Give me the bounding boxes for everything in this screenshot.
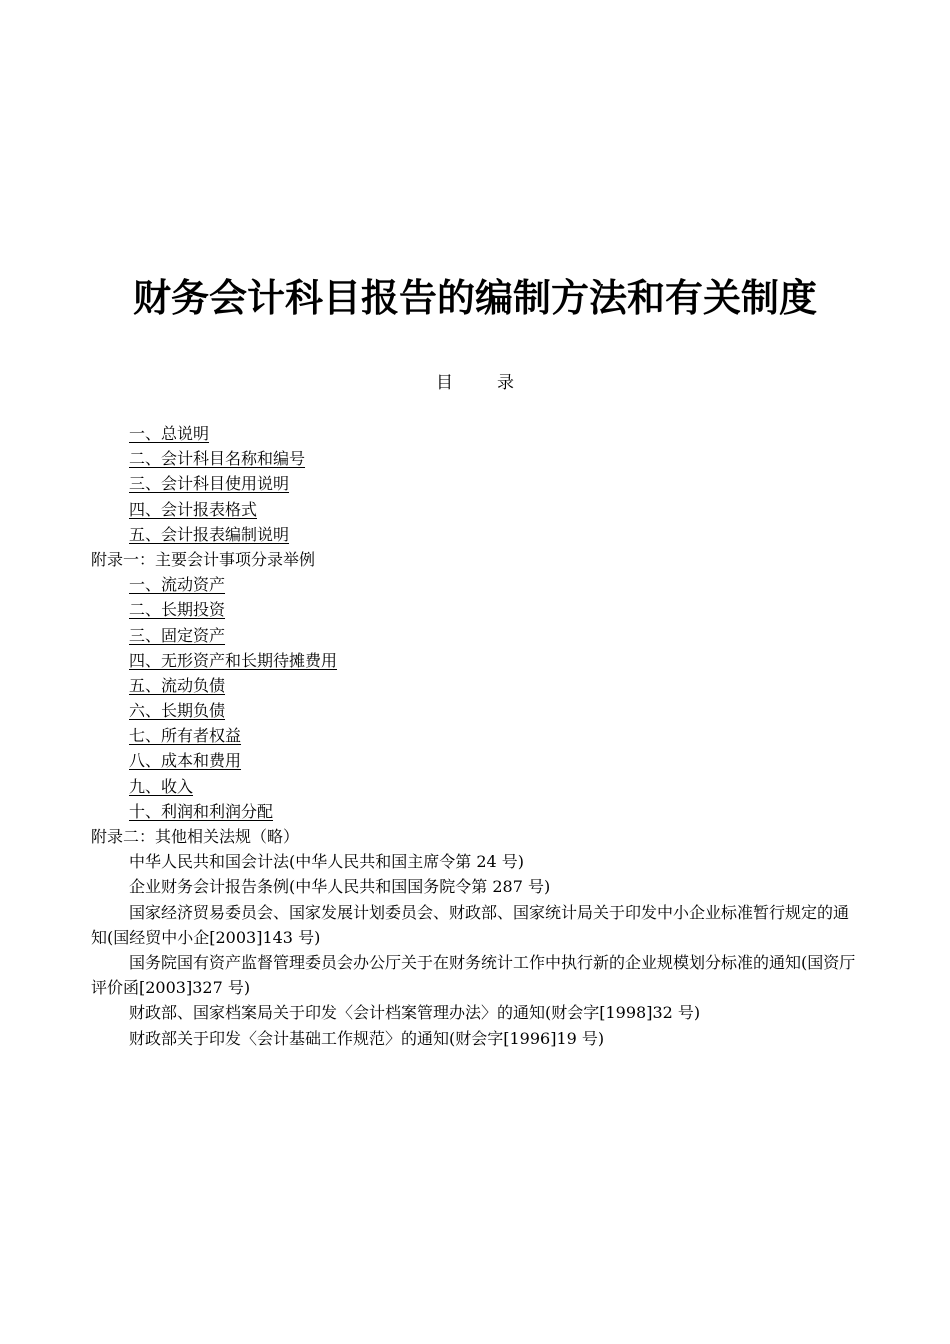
toc-entry (91, 673, 861, 698)
toc-heading (0, 370, 950, 396)
toc-link-account-names[interactable]: 二、会计科目名称和编号 (129, 449, 306, 469)
toc-link-account-usage[interactable]: 三、会计科目使用说明 (129, 474, 290, 494)
toc-link-fixed-assets[interactable]: 三、固定资产 (129, 625, 226, 645)
regulation-item: 中华人民共和国会计法(中华人民共和国主席令第 24 号) (129, 852, 525, 872)
toc-link-owners-equity[interactable]: 七、所有者权益 (129, 726, 242, 746)
toc-entry (91, 799, 861, 824)
regulation-item: 国家经济贸易委员会、国家发展计划委员会、财政部、国家统计局关于印发中小企业标准暂行规定的通知(国经贸中小企[2003]143 号) (91, 902, 850, 947)
toc-link-report-formats[interactable]: 四、会计报表格式 (129, 499, 258, 519)
toc-link-current-liabilities[interactable]: 五、流动负债 (129, 675, 226, 695)
toc-entry (91, 497, 861, 522)
toc-link-revenue[interactable]: 九、收入 (129, 776, 194, 796)
page-title: 财务会计科目报告的编制方法和有关制度 (132, 276, 817, 320)
toc-entry (91, 748, 861, 773)
toc-link-intangible-assets[interactable]: 四、无形资产和长期待摊费用 (129, 650, 338, 670)
regulation-item: 企业财务会计报告条例(中华人民共和国国务院令第 287 号) (129, 877, 551, 897)
toc-entry (91, 774, 861, 799)
toc-entry (91, 623, 861, 648)
toc-heading-first: 目 (436, 373, 453, 393)
toc-entry (91, 698, 861, 723)
toc-entry (91, 572, 861, 597)
toc-link-report-preparation[interactable]: 五、会计报表编制说明 (129, 524, 290, 544)
toc-link-current-assets[interactable]: 一、流动资产 (129, 575, 226, 595)
toc-link-profit-distribution[interactable]: 十、利润和利润分配 (129, 801, 274, 821)
toc-entry (91, 597, 861, 622)
table-of-contents (91, 421, 861, 1051)
toc-entry (91, 723, 861, 748)
appendix1-title: 附录一：主要会计事项分录举例 (91, 549, 316, 569)
regulation-item: 财政部关于印发〈会计基础工作规范〉的通知(财会字[1996]19 号) (129, 1028, 605, 1048)
toc-link-general-description[interactable]: 一、总说明 (129, 424, 210, 443)
toc-heading-second: 录 (497, 373, 514, 393)
regulation-item: 国务院国有资产监督管理委员会办公厅关于在财务统计工作中执行新的企业规模划分标准的通知(国资厅评价函[2003]327 号) (91, 953, 856, 998)
toc-entry (91, 446, 861, 471)
toc-entry (91, 648, 861, 673)
toc-link-long-term-liabilities[interactable]: 六、长期负债 (129, 701, 226, 721)
toc-entry (91, 421, 861, 446)
appendix2-title: 附录二：其他相关法规（略） (91, 827, 300, 846)
toc-entry (91, 522, 861, 547)
regulation-item: 财政部、国家档案局关于印发〈会计档案管理办法〉的通知(财会字[1998]32 号) (129, 1003, 701, 1023)
toc-link-costs-expenses[interactable]: 八、成本和费用 (129, 751, 242, 771)
toc-entry (91, 471, 861, 496)
toc-link-long-term-investment[interactable]: 二、长期投资 (129, 600, 226, 620)
